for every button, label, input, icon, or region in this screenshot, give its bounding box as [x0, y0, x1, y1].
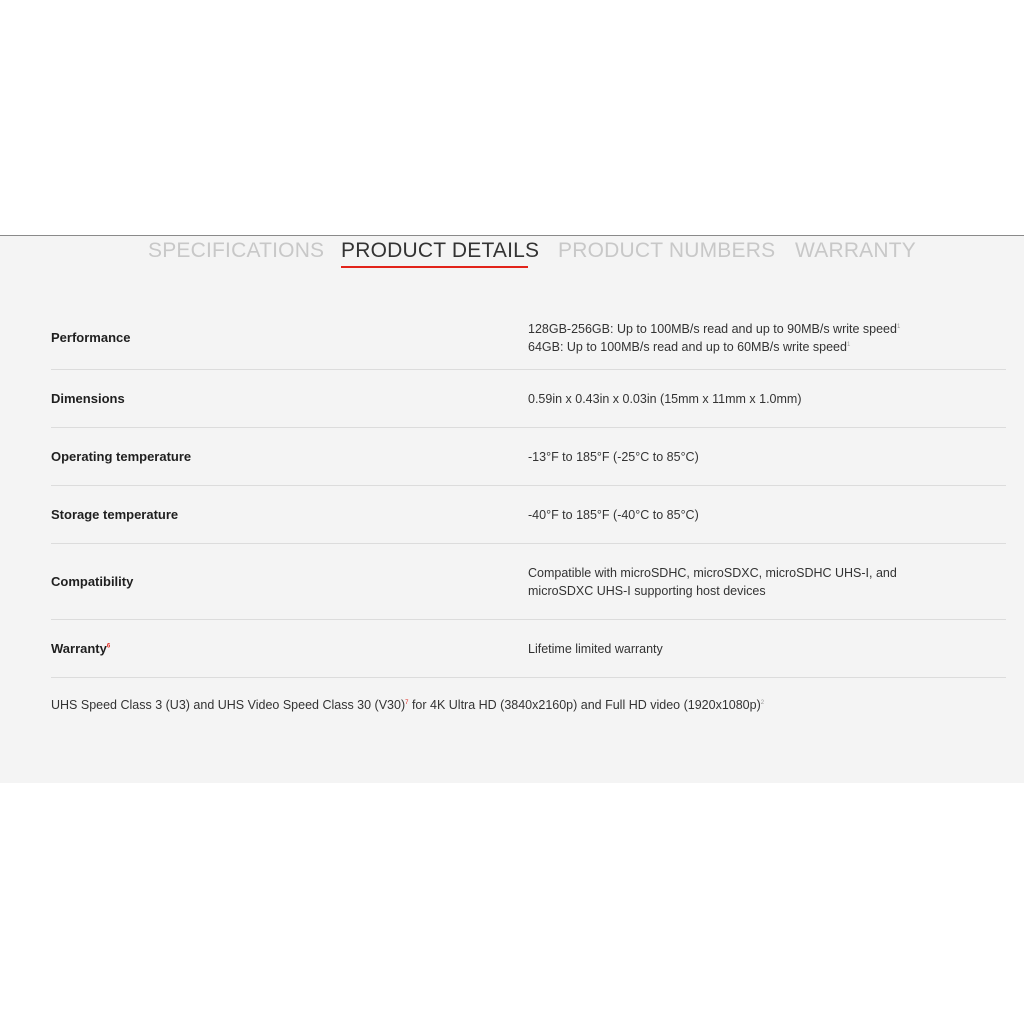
- spec-label: Compatibility: [51, 574, 134, 589]
- spec-row-operating-temperature: [51, 428, 1006, 486]
- product-details-table: [51, 306, 1006, 678]
- spec-value: [528, 564, 1006, 600]
- footnote-marker: 2: [760, 699, 765, 706]
- active-tab-underline: [341, 266, 528, 268]
- tab-product-details[interactable]: PRODUCT DETAILS: [341, 239, 540, 262]
- spec-row-dimensions: [51, 370, 1006, 428]
- tab-bar: [0, 236, 1024, 272]
- spec-value: Lifetime limited warranty: [528, 641, 663, 656]
- footnote-marker: 7: [405, 699, 409, 706]
- spec-value: -13°F to 185°F (-25°C to 85°C): [528, 449, 699, 464]
- spec-value: -40°F to 185°F (-40°C to 85°C): [528, 507, 699, 522]
- spec-value: [528, 320, 1006, 356]
- spec-value-line: Compatible with microSDHC, microSDXC, microSDHC UHS-I, and: [528, 565, 897, 580]
- spec-value-line: 64GB: Up to 100MB/s read and up to 60MB/s write speed$^1$: [528, 339, 851, 354]
- tab-specifications[interactable]: SPECIFICATIONS: [148, 239, 325, 262]
- spec-value: 0.59in x 0.43in x 0.03in (15mm x 11mm x 1.0mm): [528, 391, 802, 406]
- spec-row-compatibility: [51, 544, 1006, 620]
- product-tabs-panel: [0, 235, 1024, 783]
- speed-class-note: UHS Speed Class 3 (U3) and UHS Video Speed Class 30 (V30)$^7$ for 4K Ultra HD (3840x2160p) and Full HD video (1920x1080p)$^2$: [51, 698, 765, 712]
- spec-label: Operating temperature: [51, 449, 192, 464]
- spec-label: Storage temperature: [51, 507, 179, 522]
- spec-value-line: microSDXC UHS-I supporting host devices: [528, 583, 766, 598]
- spec-label: Performance: [51, 330, 131, 345]
- footnote-marker: 1: [846, 341, 851, 348]
- spec-value-line: 128GB-256GB: Up to 100MB/s read and up to 90MB/s write speed$^1$: [528, 321, 901, 336]
- spec-row-performance: [51, 306, 1006, 370]
- spec-label: Dimensions: [51, 391, 125, 406]
- footnote-marker: 6: [106, 643, 111, 650]
- footnote-marker: 1: [896, 323, 901, 330]
- tab-product-numbers[interactable]: PRODUCT NUMBERS: [558, 239, 776, 262]
- spec-row-storage-temperature: [51, 486, 1006, 544]
- spec-label: Warranty$^6$: [51, 641, 111, 656]
- spec-row-warranty: [51, 620, 1006, 678]
- tab-warranty[interactable]: WARRANTY: [795, 239, 916, 262]
